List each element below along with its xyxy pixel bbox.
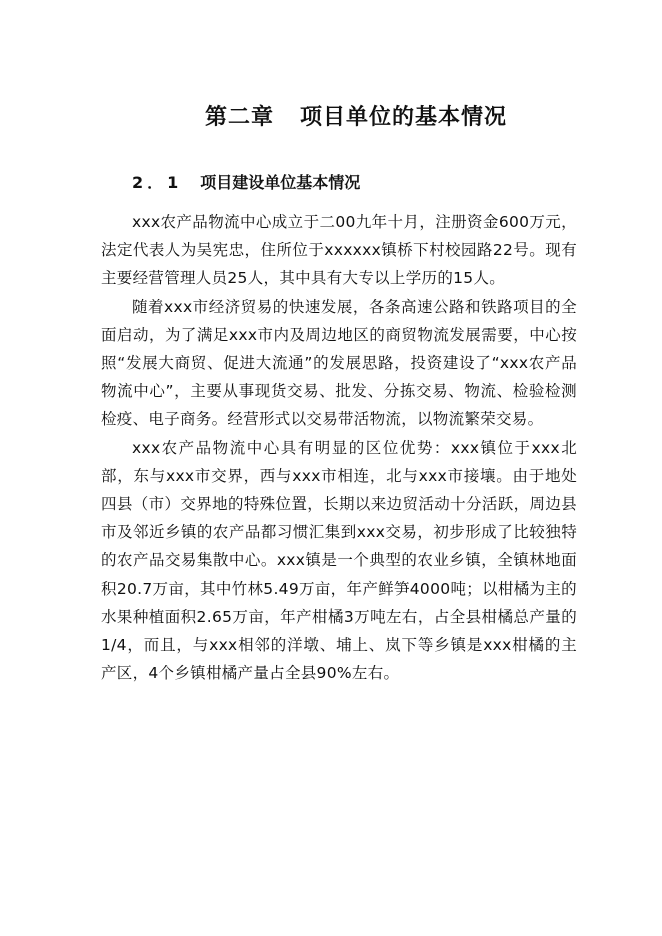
chapter-title	[0, 100, 662, 131]
chapter-title-text: 项目单位的基本情况	[300, 105, 508, 130]
paragraph-company-intro: xxx农产品物流中心成立于二00九年十月，注册资金600万元，法定代表人为吴宪忠，住所位于xxxxxx镇桥下村校园路22号。现有主要经营管理人员25人，其中具有大专以上学历的15人。	[101, 213, 577, 288]
chapter-number: 第二章	[204, 105, 274, 130]
section-title-text: 项目建设单位基本情况	[200, 173, 361, 192]
section-number: 2．1	[132, 173, 183, 192]
section-heading	[132, 170, 360, 193]
body-text	[101, 208, 577, 687]
paragraph-development: 随着xxx市经济贸易的快速发展，各条高速公路和铁路项目的全面启动，为了满足xxx市内及周边地区的商贸物流发展需要，中心按照“发展大商贸、促进大流通”的发展思路，投资建设了“xxx农产品物流中心”，主要从事现货交易、批发、分拣交易、物流、检验检测检疫、电子商务。经营形式以交易带活物流，以物流繁荣交易。	[101, 297, 577, 429]
paragraph-location-advantage: xxx农产品物流中心具有明显的区位优势：xxx镇位于xxx北部，东与xxx市交界，西与xxx市相连，北与xxx市接壤。由于地处四县（市）交界地的特殊位置，长期以来边贸活动十分活跃，周边县市及邻近乡镇的农产品都习惯汇集到xxx交易，初步形成了比较独特的农产品交易集散中心。xxx镇是一个典型的农业乡镇，全镇林地面积20.7万亩，其中竹林5.49万亩，年产鲜笋4000吨；以柑橘为主的水果种植面积2.65万亩，年产柑橘3万吨左右，占全县柑橘总产量的1/4，而且，与xxx相邻的洋墩、埔上、岚下等乡镇是xxx柑橘的主产区，4个乡镇柑橘产量占全县90%左右。	[101, 438, 577, 683]
